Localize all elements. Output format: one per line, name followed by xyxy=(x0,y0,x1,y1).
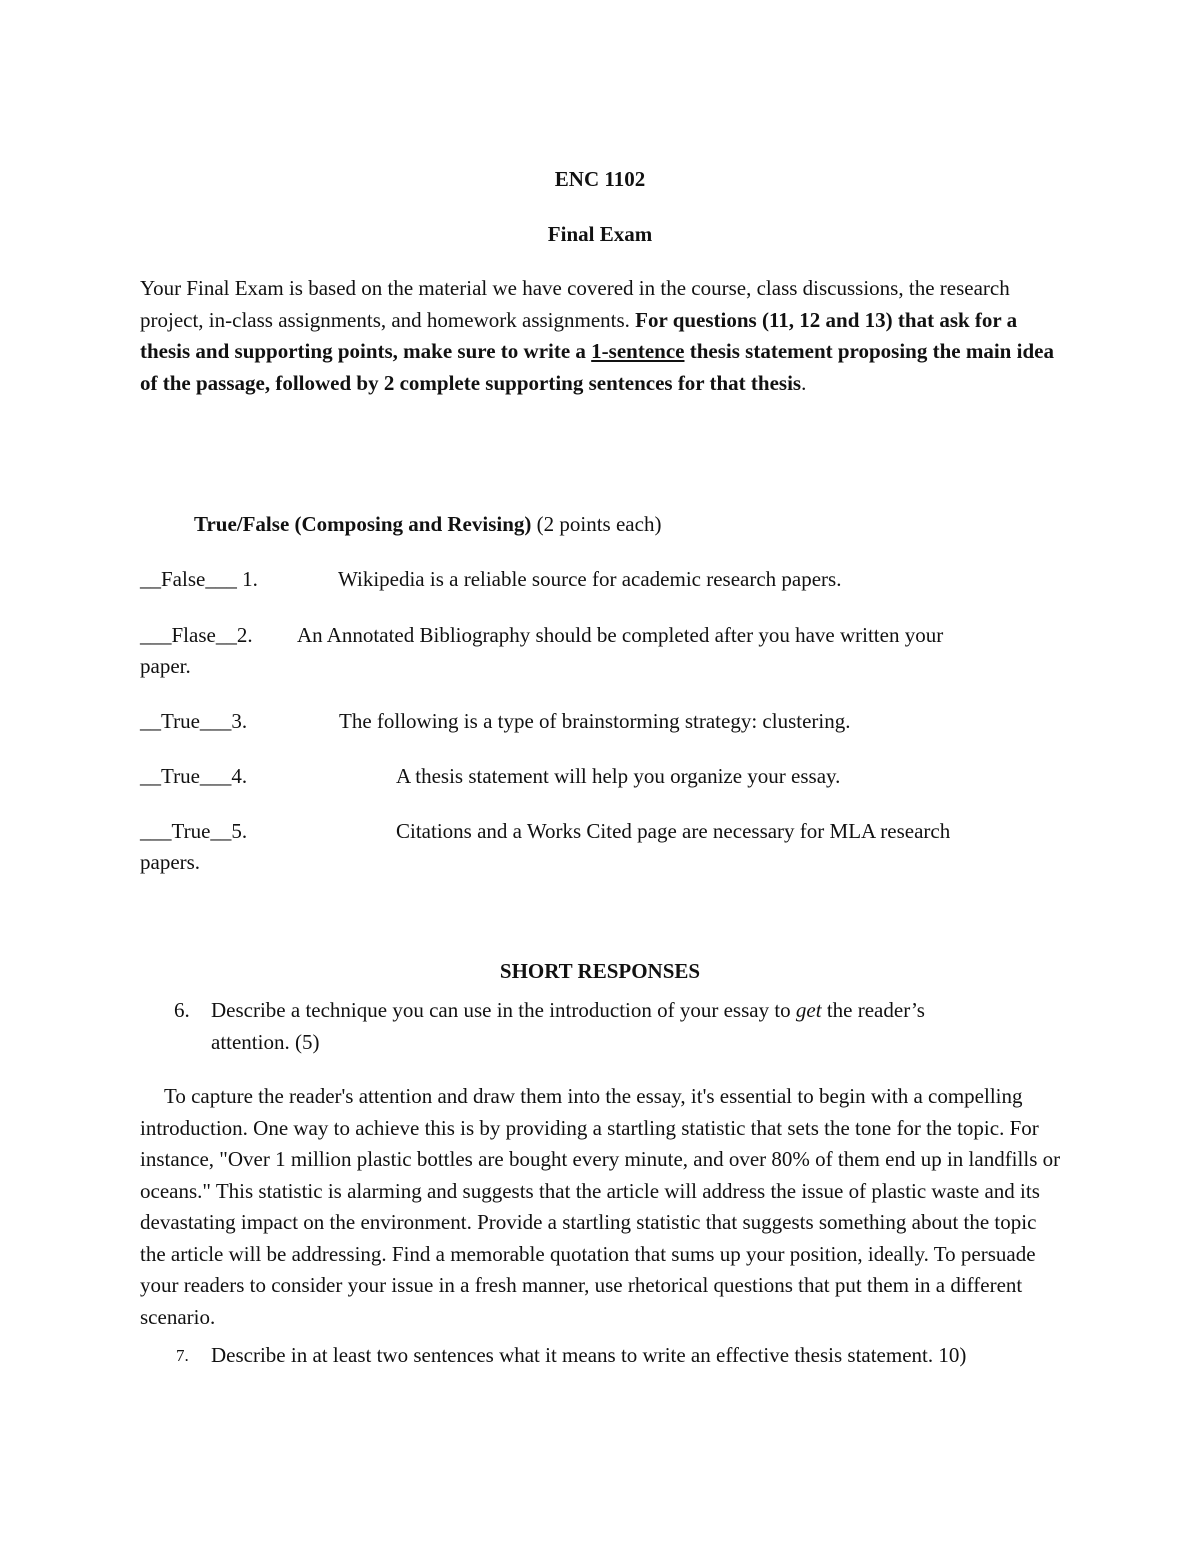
question-6-emphasis: get xyxy=(795,998,822,1022)
question-7-number: 7. xyxy=(176,1346,189,1365)
tf-answer-1: __False___ 1. xyxy=(140,567,258,591)
short-responses-heading: SHORT RESPONSES xyxy=(499,959,701,983)
tf-answer-3: __True___3. xyxy=(140,709,248,733)
tf-statement-5: Citations and a Works Cited page are necessary for MLA research xyxy=(396,819,951,843)
question-6-text-a: Describe a technique you can use in the introduction of your essay to xyxy=(211,998,796,1022)
tf-statement-4: A thesis statement will help you organize your essay. xyxy=(396,764,841,788)
answer-6-paragraph: To capture the reader's attention and draw them into the essay, it's essential to begin with a compelling introduction. One way to achieve this is by providing a startling statistic that sets the tone for the topic. For instance, "Over 1 million plastic bottles are bought every minute, and over 80% of them end up in landfills or oceans." This statistic is alarming and suggests that the article will address the issue of plastic waste and its devastating impact on the environment. Provide a startling statistic that suggests something about the topic the article will be addressing. Find a memorable quotation that sums up your position, ideally. To persuade your readers to consider your issue in a fresh manner, use rhetorical questions that put them in a different scenario. xyxy=(140,1084,1061,1329)
intro-plain: Your Final Exam is based on the material we have covered in the course, class discussions, the research project, in-class assignments, and homework assignments. xyxy=(140,276,1010,332)
question-6-number: 6. xyxy=(174,998,190,1022)
question-6-text-b: the reader’s xyxy=(821,998,925,1022)
intro-bold-underlined: 1-sentence xyxy=(591,339,685,363)
tf-statement-2-continued: paper. xyxy=(140,654,191,678)
intro-bold-b: thesis statement proposing the main idea of the passage, followed by 2 complete supporting sentences for that thesis xyxy=(140,339,1054,395)
question-7-text: Describe in at least two sentences what it means to write an effective thesis statement. 10) xyxy=(211,1343,967,1367)
tf-statement-3: The following is a type of brainstorming strategy: clustering. xyxy=(339,709,851,733)
intro-paragraph xyxy=(140,273,1060,399)
page-title: Final Exam xyxy=(547,222,653,246)
question-6-text-continued: attention. (5) xyxy=(211,1030,320,1054)
tf-statement-2: An Annotated Bibliography should be completed after you have written your xyxy=(297,623,944,647)
intro-end: . xyxy=(801,370,807,395)
tf-answer-2: ___Flase__2. xyxy=(140,623,253,647)
course-code: ENC 1102 xyxy=(554,167,646,191)
tf-answer-4: __True___4. xyxy=(140,764,248,788)
tf-statement-5-continued: papers. xyxy=(140,850,201,874)
true-false-heading xyxy=(194,508,661,540)
question-6-text xyxy=(211,994,925,1026)
tf-statement-1: Wikipedia is a reliable source for academic research papers. xyxy=(338,567,842,591)
intro-bold-a: For questions (11, 12 and 13) that ask for a thesis and supporting points, make sure to write a xyxy=(140,307,1018,363)
true-false-heading-points: (2 points each) xyxy=(531,512,662,536)
true-false-heading-bold: True/False (Composing and Revising) xyxy=(194,512,532,536)
tf-answer-5: ___True__5. xyxy=(140,819,248,843)
